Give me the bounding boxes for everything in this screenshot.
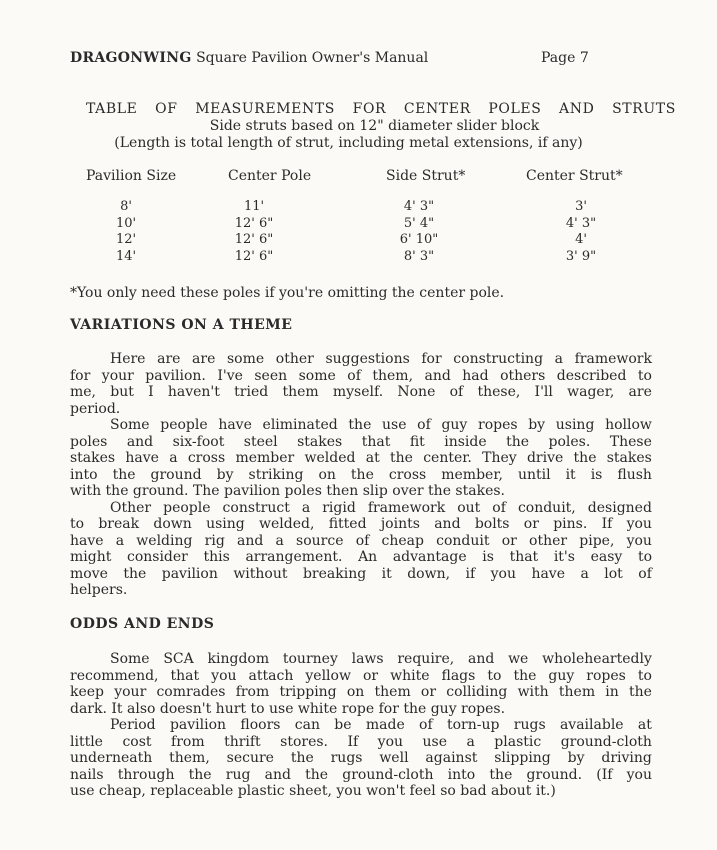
text-line: Other people construct a rigid framework out of conduit, designed xyxy=(110,499,652,516)
title-word: FOR xyxy=(352,101,387,117)
column-header: Side Strut* xyxy=(386,168,466,184)
text-line: use cheap, replaceable plastic sheet, you won't feel so bad about it.) xyxy=(70,783,556,799)
text-line: might consider this arrangement. An advantage is that it's easy to xyxy=(70,549,652,565)
table-cell: 8' xyxy=(120,199,132,214)
text-line: stakes have a cross member welded at the center. They drive the stakes xyxy=(70,450,652,466)
table-footnote: *You only need these poles if you're omitting the center pole. xyxy=(70,285,505,301)
text-line: recommend, that you attach yellow or white flags to the guy ropes to xyxy=(70,667,652,684)
table-cell: 3' xyxy=(575,199,587,214)
text-line: period. xyxy=(70,400,121,417)
table-subtitle: Side struts based on 12" diameter slider block xyxy=(209,118,540,134)
table-cell: 6' 10" xyxy=(399,232,439,247)
text-line: little cost from thrift stores. If you use a plastic ground-cloth xyxy=(70,733,652,750)
table-cell: 8' 3" xyxy=(403,248,435,264)
text-line: to break down using welded, fitted joints and bolts or pins. If you xyxy=(70,516,652,532)
text-line: Here are are some other suggestions for constructing a framework xyxy=(110,351,652,367)
table-cell: 3' 9" xyxy=(565,248,597,264)
text-line: into the ground by striking on the cross member, until it is flush xyxy=(70,466,652,483)
text-line: for your pavilion. I've seen some of them, and had others described to xyxy=(70,367,652,384)
table-cell: 4' xyxy=(575,232,587,247)
table-cell: 10' xyxy=(115,215,137,231)
column-header: Pavilion Size xyxy=(86,168,177,184)
title-word: MEASUREMENTS xyxy=(195,101,335,117)
section-heading: VARIATIONS ON A THEME xyxy=(70,317,293,333)
title-word: CENTER xyxy=(403,101,471,117)
text-line: dark. It also doesn't hurt to use white rope for the guy ropes. xyxy=(70,700,506,717)
table-cell: 12' 6" xyxy=(234,248,274,264)
brand-name: DRAGONWING xyxy=(70,50,192,66)
text-line: with the ground. The pavilion poles then slip over the stakes. xyxy=(70,483,505,499)
title-word: OF xyxy=(155,101,178,117)
text-line: poles and six-foot steel stakes that fit inside the poles. These xyxy=(70,433,652,450)
manual-title: Square Pavilion Owner's Manual xyxy=(196,50,429,66)
title-word: AND xyxy=(559,101,595,117)
table-title xyxy=(86,101,676,117)
table-cell: 12' xyxy=(115,232,137,247)
section-body xyxy=(70,351,652,599)
section-heading: ODDS AND ENDS xyxy=(70,616,215,632)
title-word: POLES xyxy=(488,101,542,117)
page-header xyxy=(70,50,600,66)
column-header: Center Pole xyxy=(228,168,312,184)
text-line: move the pavilion without breaking it down, if you have a lot of xyxy=(70,565,652,582)
section-body xyxy=(70,651,652,800)
table-note: (Length is total length of strut, including metal extensions, if any) xyxy=(114,135,583,151)
text-line: nails through the rug and the ground-cloth into the ground. (If you xyxy=(70,766,652,783)
table-cell: 11' xyxy=(243,199,265,214)
table-cell: 14' xyxy=(115,248,137,264)
column-header: Center Strut* xyxy=(526,168,623,184)
text-line: helpers. xyxy=(70,582,128,598)
table-cell: 4' 3" xyxy=(403,199,435,214)
table-cell: 5' 4" xyxy=(403,215,435,231)
title-word: STRUTS xyxy=(612,101,676,117)
page-number: Page 7 xyxy=(541,50,589,66)
text-line: Period pavilion floors can be made of torn-up rugs available at xyxy=(110,717,652,733)
text-line: Some SCA kingdom tourney laws require, and we wholeheartedly xyxy=(110,651,652,667)
title-word: TABLE xyxy=(86,101,138,117)
text-line: keep your comrades from tripping on them or colliding with them in the xyxy=(70,684,652,700)
text-line: me, but I haven't tried them myself. None of these, I'll wager, are xyxy=(70,384,652,400)
text-line: Some people have eliminated the use of guy ropes by using hollow xyxy=(110,417,652,433)
table-cell: 12' 6" xyxy=(234,215,274,231)
table-cell: 12' 6" xyxy=(234,232,274,247)
text-line: underneath them, secure the rugs well against slipping by driving xyxy=(70,750,652,766)
text-line: have a welding rig and a source of cheap conduit or other pipe, you xyxy=(70,532,652,549)
table-cell: 4' 3" xyxy=(565,215,597,231)
